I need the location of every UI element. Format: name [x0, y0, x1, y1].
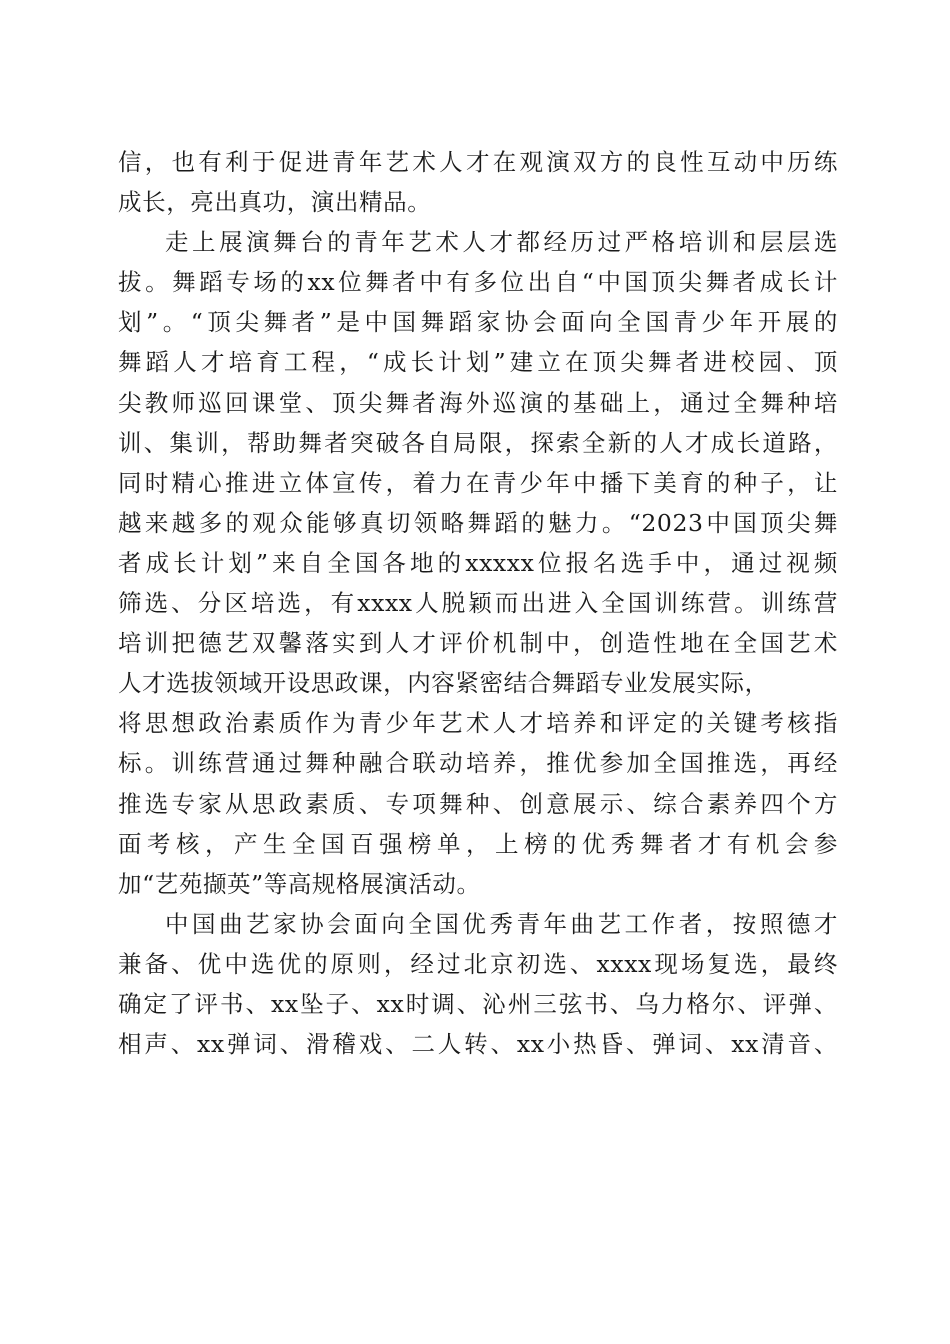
text-line: 信，也有利于促进青年艺术人才在观演双方的良性互动中历练: [118, 148, 838, 176]
text-line: 相声、xx弹词、滑稽戏、二人转、xx小热昏、弹词、xx清音、: [118, 1030, 838, 1059]
text-line: 拔。舞蹈专场的xx位舞者中有多位出自“中国顶尖舞者成长计: [118, 268, 838, 297]
text-line: 成长，亮出真功，演出精品。: [118, 188, 432, 217]
text-line: 训、集训，帮助舞者突破各自局限，探索全新的人才成长道路，: [118, 428, 838, 457]
text-line: 越来越多的观众能够真切领略舞蹈的魅力。“2023中国顶尖舞: [118, 508, 838, 537]
paragraph-1: [118, 142, 838, 222]
text-line: 兼备、优中选优的原则，经过北京初选、xxxx现场复选，最终: [118, 949, 838, 978]
text-line: 同时精心推进立体宣传，着力在青少年中播下美育的种子，让: [118, 468, 838, 497]
text-line: 筛选、分区培选，有xxxx人脱颖而出进入全国训练营。训练营: [118, 589, 838, 618]
text-line: 面考核，产生全国百强榜单，上榜的优秀舞者才有机会参: [118, 829, 838, 858]
paragraph-2: [118, 222, 838, 904]
text-line: 推选专家从思政素质、专项舞种、创意展示、综合素养四个方: [118, 789, 838, 818]
text-line: 确定了评书、xx坠子、xx时调、沁州三弦书、乌力格尔、评弹、: [118, 989, 838, 1018]
text-line: 培训把德艺双馨落实到人才评价机制中，创造性地在全国艺术: [118, 629, 838, 658]
text-line: 舞蹈人才培育工程，“成长计划”建立在顶尖舞者进校园、顶: [118, 348, 838, 377]
paragraph-3: [118, 904, 838, 1064]
text-line: 将思想政治素质作为青少年艺术人才培养和评定的关键考核指: [118, 709, 838, 738]
text-line: 人才选拔领域开设思政课，内容紧密结合舞蹈专业发展实际，: [118, 669, 769, 698]
text-line: 划”。“顶尖舞者”是中国舞蹈家协会面向全国青少年开展的: [118, 308, 838, 337]
document-body: [118, 142, 838, 1064]
text-line: 尖教师巡回课堂、顶尖舞者海外巡演的基础上，通过全舞种培: [118, 388, 838, 417]
text-line: 者成长计划”来自全国各地的xxxxx位报名选手中，通过视频: [118, 548, 838, 577]
text-line: 中国曲艺家协会面向全国优秀青年曲艺工作者，按照德才: [165, 909, 838, 938]
text-line: 加“艺苑撷英”等高规格展演活动。: [118, 869, 481, 898]
text-line: 标。训练营通过舞种融合联动培养，推优参加全国推选，再经: [118, 749, 838, 778]
text-line: 走上展演舞台的青年艺术人才都经历过严格培训和层层选: [165, 228, 838, 257]
